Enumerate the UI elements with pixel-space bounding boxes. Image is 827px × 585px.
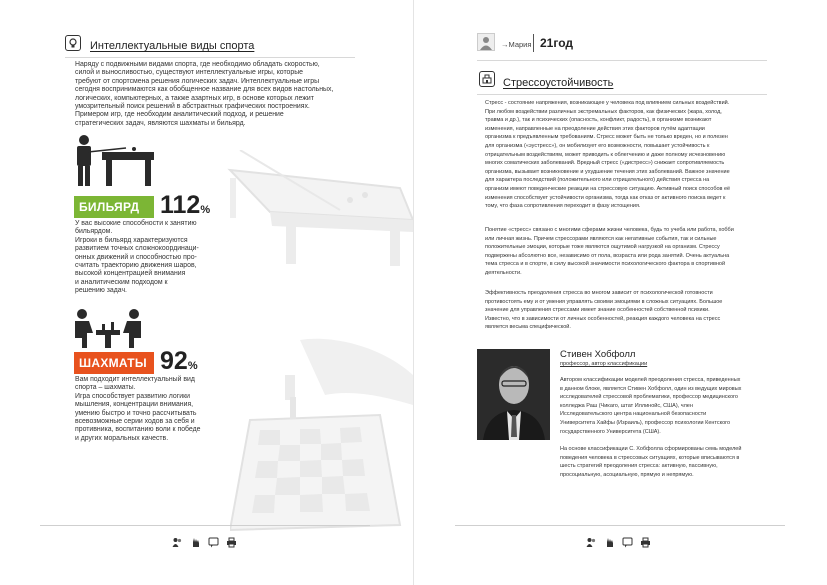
hand-icon[interactable]: [190, 537, 201, 548]
print-icon[interactable]: [226, 537, 237, 548]
chess-players-icon: [72, 308, 144, 348]
expert-role: профессор, автор классификации: [560, 361, 648, 367]
section-title: Интеллектуальные виды спорта: [90, 40, 255, 52]
header-divider: [477, 60, 767, 61]
footer-toolbar: [586, 537, 651, 548]
chat-icon[interactable]: [622, 537, 633, 548]
chat-icon[interactable]: [208, 537, 219, 548]
user-age: 21год: [540, 36, 573, 50]
footer-toolbar: [172, 537, 237, 548]
expert-text-2: На основе классификации С. Хобфолла сформированы семь моделей поведения человека в стрессовых ситуациях, которые вписываются в шесть стратегий преодоления стресса: активную, пассивную, просоциальную, асоциальную, прямую и непрямую.: [560, 446, 742, 478]
billiards-description: У вас высокие способности к занятию бильярдом. Игроки в бильярд характеризуются развитием точных сложнокоординаци- онных движений и способностью про- считать траекторию движения шаров, высокой концентрацией внимания и аналитическим подходом к решению задач.: [75, 220, 199, 295]
intro-paragraph: Наряду с подвижными видами спорта, где необходимо обладать скоростью, силой и выносливостью, существуют интеллектуальные игры, которые требуют от спортсмена решения логических задач. Интеллектуальные игры сегодня воспринимаются как обобщенное название для всех видов настольных, логических, компьютерных, а также азартных игр, в основе которых лежит умозрительный поиск решений в абстрактных графических построениях. Примером игр, где необходим аналитический подход, и решение стратегических задач, являются шахматы и бильярд.: [75, 61, 334, 127]
chess-label-bar: ШАХМАТЫ: [74, 352, 154, 374]
title-divider: [65, 57, 355, 58]
billiards-label-bar: БИЛЬЯРД: [74, 196, 154, 218]
user-name: →Мария: [501, 40, 532, 49]
left-page: [0, 0, 413, 585]
expert-photo: [477, 349, 550, 440]
expert-name: Стивен Хобфолл: [560, 349, 636, 360]
user-avatar-icon[interactable]: [477, 33, 495, 51]
header-separator: [533, 34, 534, 52]
brain-head-icon: [65, 35, 81, 51]
footer-divider: [40, 525, 370, 526]
stress-paragraph-1: Стресс - состояние напряжения, возникающее у человека под влиянием сильных воздействий. При любом воздействии различных экстремальных факторов, как физических (жара, холод, травма и др.), так и психических (опасность, конфликт, радость), в организме возникают изменения, направленные на преодоление действия этих факторов путём адаптации организма к предъявленным требованиям. Стресс может быть не только вреден, но и полезен для организма («эустресс»), он мобилизует его возможности, повышает устойчивость к отрицательным воздействиям, может приводить к облегчению и даже полному исчезновению многих соматических заболеваний. Вредный стресс («дистресс») снижает сопротивляемость организма, вызывает возникновение и ухудшение течения этих заболеваний. Важное значение для характера последствий (положительного или отрицательного) действия стресса на организм имеют поведенческие реакции на стрессовую ситуацию. Активный поиск способов её изменения способствует устойчивости организма, тогда как отказ от активного поиска ведет к тому, что фаза сопротивления переходит в фазу истощения.: [485, 100, 731, 210]
building-icon: [479, 71, 495, 87]
people-icon[interactable]: [586, 537, 597, 548]
stress-paragraph-2: Понятие «стресс» связано с многими сферами жизни человека, будь то учеба или работа, хобби или личная жизнь. Причем стрессорами являются как негативные события, так и сильные положительные эмоции, которые тоже являются ощутимой нагрузкой на организм. Стрессу подвержены абсолютно все, независимо от пола, возраста или рода занятий. Очень актуальна тема стресса и в спорте, в силу высокой значимости психологического фактора в спортивной деятельности.: [485, 227, 734, 276]
title-divider: [477, 94, 767, 95]
stress-paragraph-3: Эффективность преодоления стресса во многом зависит от психологической готовности противостоять ему и от умения управлять своими эмоциями в сложных ситуациях. Большое значение для управления стрессами имеет знание особенностей собственной психики. Известно, что в зависимости от личных особенностей, реакция каждого человека на стресс является весьма специфической.: [485, 290, 723, 331]
section-title: Стрессоустойчивость: [503, 77, 614, 89]
billiards-player-icon: [72, 134, 157, 186]
billiards-percent: 112%: [160, 191, 211, 219]
hand-icon[interactable]: [604, 537, 615, 548]
footer-divider: [455, 525, 785, 526]
chess-percent: 92%: [160, 347, 198, 375]
print-icon[interactable]: [640, 537, 651, 548]
expert-text-1: Автором классификации моделей преодоления стресса, приведенных в данном блоке, является Стивен Хобфолл, один из ведущих мировых исследователей стрессовой проблематики, профессор медицинского колледжа Раш (Чикаго, штат Иллинойс, США), член Исследовательского центра национальной безопасности Университета Хайфы (Израиль), профессор психологии Кентского государственного Университета (США).: [560, 377, 742, 435]
chess-description: Вам подходит интеллектуальный вид спорта – шахматы. Игра способствует развитию логики мышления, концентрации внимания, умению быстро и точно рассчитывать всевозможные серии ходов за себя и противника, воспитанию воли к победе и других моральных качеств.: [75, 376, 201, 442]
people-icon[interactable]: [172, 537, 183, 548]
